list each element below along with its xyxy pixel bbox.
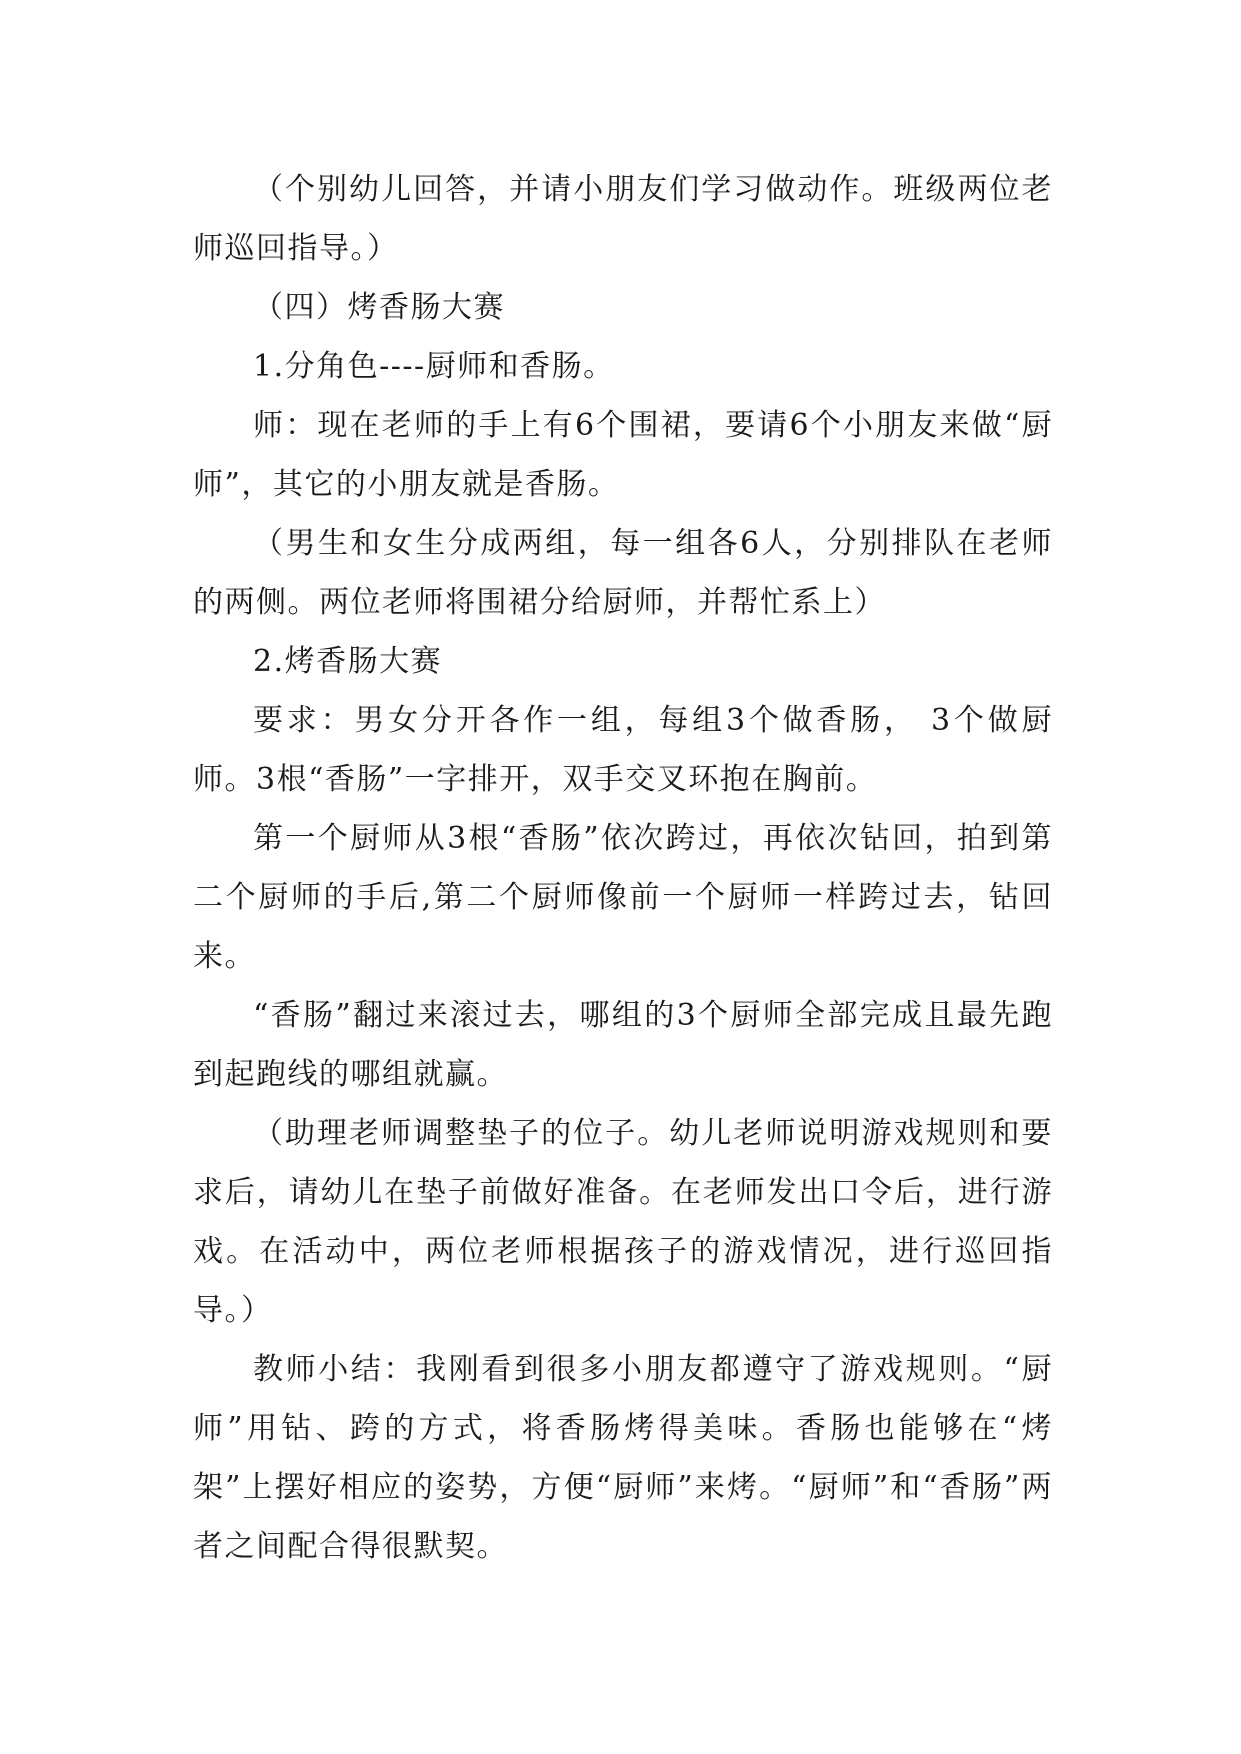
section-heading-4: （四）烤香肠大赛 (253, 290, 505, 325)
document-body (193, 160, 1053, 1576)
step-heading-1: 1.分角色----厨师和香肠。 (253, 349, 615, 384)
paragraph-7: （助理老师调整垫子的位子。幼儿老师说明游戏规则和要求后，请幼儿在垫子前做好准备。在老师发出口令后，进行游戏。在活动中，两位老师根据孩子的游戏情况，进行巡回指导。） (193, 1116, 1053, 1328)
step-heading-2: 2.烤香肠大赛 (253, 644, 443, 679)
paragraph-6: “香肠”翻过来滚过去，哪组的3个厨师全部完成且最先跑到起跑线的哪组就赢。 (193, 998, 1053, 1092)
paragraph-3: （男生和女生分成两组，每一组各6人，分别排队在老师的两侧。两位老师将围裙分给厨师，并帮忙系上） (193, 526, 1053, 620)
paragraph-5: 第一个厨师从3根“香肠”依次跨过，再依次钻回，拍到第二个厨师的手后,第二个厨师像前一个厨师一样跨过去，钻回来。 (193, 821, 1053, 974)
paragraph-1: （个别幼儿回答，并请小朋友们学习做动作。班级两位老师巡回指导。） (193, 172, 1053, 266)
paragraph-4: 要求：男女分开各作一组，每组3个做香肠， 3个做厨师。3根“香肠”一字排开，双手交叉环抱在胸前。 (193, 703, 1053, 797)
paragraph-2: 师：现在老师的手上有6个围裙，要请6个小朋友来做“厨师”，其它的小朋友就是香肠。 (193, 408, 1053, 502)
paragraph-8: 教师小结：我刚看到很多小朋友都遵守了游戏规则。“厨师”用钻、跨的方式，将香肠烤得美味。香肠也能够在“烤架”上摆好相应的姿势，方便“厨师”来烤。“厨师”和“香肠”两者之间配合得很默契。 (193, 1352, 1053, 1564)
